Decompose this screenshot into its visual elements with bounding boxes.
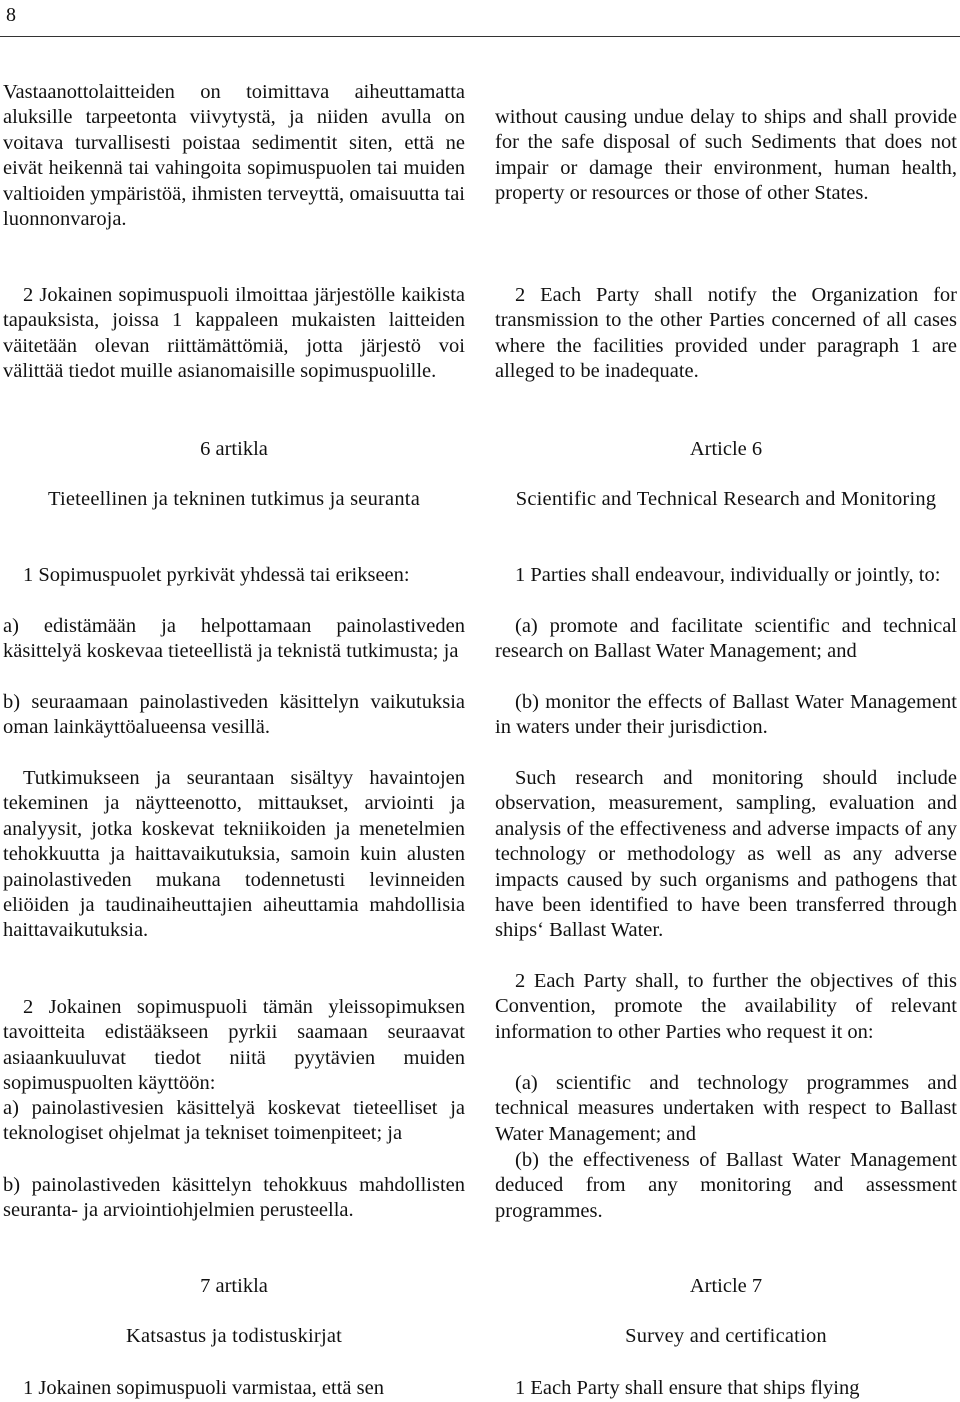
fi-article-6-para-2: 2 Jokainen sopimuspuoli tämän yleissopimuksen tavoitteita edistääkseen pyrkii saamaan seuraavat asiaankuuluvat tiedot niitä pyytävien muiden sopimuspuolten käyttöön:: [3, 996, 465, 1095]
en-article-6-para-2-item-a: (a) scientific and technology programmes and technical measures undertaken with respect to Ballast Water Management; and: [495, 1072, 957, 1145]
en-article-6-research: Such research and monitoring should include observation, measurement, sampling, evaluation and analysis of the effectiveness and adverse impacts of any technology or methodology as well as any adverse impacts caused by such organisms and pathogens that have been identified to have been transferred through ships‘ Ballast Water.: [495, 767, 957, 942]
en-article-6-item-b: (b) monitor the effects of Ballast Water Management in waters under their jurisdiction.: [495, 691, 957, 739]
fi-article-6-number: 6 artikla: [200, 438, 268, 460]
fi-article-6-para-2-item-b: b) painolastiveden käsittelyn tehokkuus mahdollisten seuranta- ja arviointiohjelmien perusteella.: [3, 1174, 465, 1222]
fi-article-7-number: 7 artikla: [200, 1275, 268, 1297]
en-article-6-number: Article 6: [689, 438, 763, 460]
fi-article-6-title: Tieteellinen ja tekninen tutkimus ja seuranta: [47, 488, 421, 510]
fi-article-7-title: Katsastus ja todistuskirjat: [125, 1325, 343, 1347]
fi-article-7-para-1: 1 Jokainen sopimuspuoli varmistaa, että sen: [23, 1377, 384, 1399]
en-article-6-para-2: 2 Each Party shall, to further the objectives of this Convention, promote the availability of relevant information to other Parties who request it on:: [495, 970, 957, 1043]
fi-article-6-item-b: b) seuraamaan painolastiveden käsittelyn vaikutuksia oman lainkäyttöalueensa vesillä.: [3, 691, 465, 739]
en-paragraph-notify: 2 Each Party shall notify the Organization for transmission to the other Parties concerned of all cases where the facilities provided under paragraph 1 are alleged to be inadequate.: [495, 284, 957, 383]
en-paragraph-intro: without causing undue delay to ships and shall provide for the safe disposal of such Sediments that does not impair or damage their environment, human health, property or resources or those of other States.: [495, 106, 957, 205]
en-article-7-title: Survey and certification: [625, 1325, 827, 1347]
en-article-6-para-1: 1 Parties shall endeavour, individually or jointly, to:: [515, 564, 941, 586]
fi-article-6-item-a: a) edistämään ja helpottamaan painolastiveden käsittelyä koskevaa tieteellistä ja teknistä tutkimusta; ja: [3, 615, 465, 663]
page-number: 8: [6, 4, 16, 26]
fi-article-6-para-2-item-a: a) painolastivesien käsittelyä koskevat tieteelliset ja teknologiset ohjelmat ja tekniset toimenpiteet; ja: [3, 1097, 465, 1145]
en-article-6-para-2-item-b: (b) the effectiveness of Ballast Water Management deduced from any monitoring and assessment programmes.: [495, 1149, 957, 1222]
fi-article-6-research: Tutkimukseen ja seurantaan sisältyy havaintojen tekeminen ja näytteenotto, mittaukset, arviointi ja analyysit, jotka koskevat tekniikoiden ja menetelmien tehokkuutta ja haittavaikutuksia, samoin kuin alusten painolastiveden mukana todennetusti levinneiden eliöiden ja taudinaiheuttajien aiheuttamia mahdollisia haittavaikutuksia.: [3, 767, 465, 942]
fi-article-6-para-1: 1 Sopimuspuolet pyrkivät yhdessä tai erikseen:: [23, 564, 410, 586]
fi-paragraph-notify: 2 Jokainen sopimuspuoli ilmoittaa järjestölle kaikista tapauksista, joissa 1 kappaleen mukaisten laitteiden väitetään olevan riittämättömiä, jotta järjestö voi välittää tiedot muille asianomaisille sopimuspuolille.: [3, 284, 465, 383]
en-article-7-number: Article 7: [689, 1275, 763, 1297]
en-article-6-title: Scientific and Technical Research and Monitoring: [515, 488, 937, 510]
en-article-6-item-a: (a) promote and facilitate scientific and technical research on Ballast Water Management; and: [495, 615, 957, 663]
header-rule: [0, 36, 960, 37]
fi-paragraph-intro: Vastaanottolaitteiden on toimittava aiheuttamatta aluksille tarpeetonta viivytystä, ja niiden avulla on voitava turvallisesti poistaa sedimentit siten, että ne eivät heikennä tai vahingoita sopimuspuolen tai muiden valtioiden ympäristöä, ihmisten terveyttä, omaisuutta tai luonnonvaroja.: [3, 81, 465, 231]
en-article-7-para-1: 1 Each Party shall ensure that ships flying: [515, 1377, 860, 1399]
